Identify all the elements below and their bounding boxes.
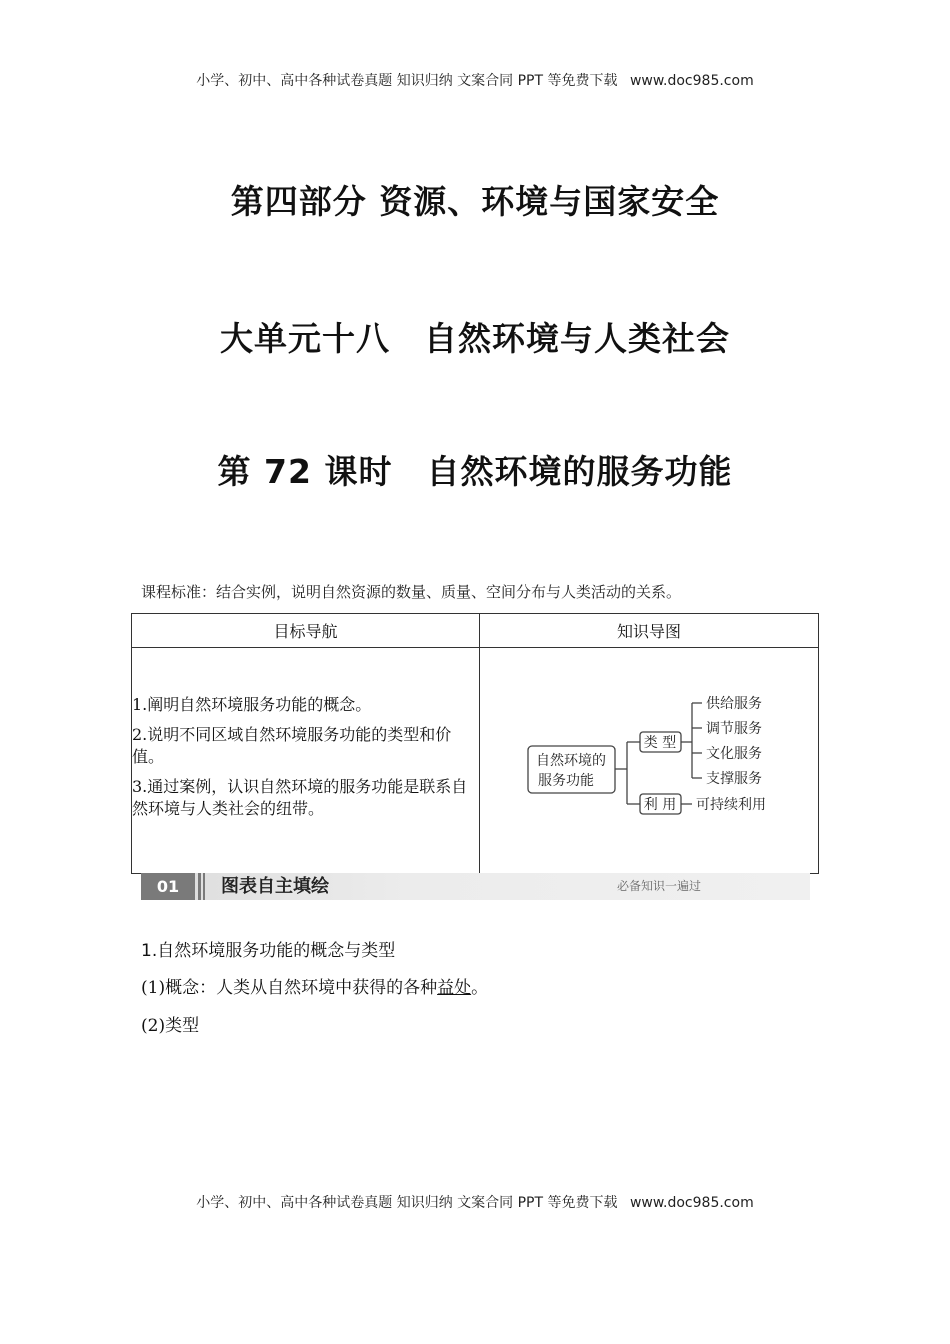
- header-text: 小学、初中、高中各种试卷真题 知识归纳 文案合同 PPT 等免费下载: [196, 73, 618, 89]
- concept-answer: 益处: [437, 978, 472, 998]
- header-url[interactable]: www.doc985.com: [629, 73, 754, 89]
- section-subtitle: 必备知识一遍过: [617, 879, 702, 893]
- concept-line: [141, 973, 488, 998]
- goal-item: 1.阐明自然环境服务功能的概念。: [132, 694, 372, 714]
- page-header: [0, 70, 950, 90]
- curriculum-standard: 课程标准：结合实例，说明自然资源的数量、质量、空间分布与人类活动的关系。: [141, 583, 682, 601]
- mindmap-root-line2: 服务功能: [538, 773, 594, 789]
- concept-prefix: (1)概念：人类从自然环境中获得的各种: [141, 978, 438, 998]
- banner-divider: [198, 873, 201, 900]
- mindmap-type-item: 文化服务: [706, 746, 762, 762]
- goals-cell: [132, 648, 480, 874]
- section-number: 01: [141, 873, 195, 900]
- section-label: 图表自主填绘: [221, 876, 329, 897]
- footer-url[interactable]: www.doc985.com: [629, 1195, 754, 1211]
- content-heading: 1.自然环境服务功能的概念与类型: [141, 941, 396, 961]
- mindmap-header: 知识导图: [480, 614, 819, 648]
- goal-item: 3.通过案例，认识自然环境的服务功能是联系自然环境与人类社会的纽带。: [132, 776, 468, 818]
- mindmap-type-item: 支撑服务: [706, 771, 762, 787]
- footer-text: 小学、初中、高中各种试卷真题 知识归纳 文案合同 PPT 等免费下载: [196, 1195, 618, 1211]
- goal-mindmap-table: [131, 613, 819, 874]
- mindmap-diagram: [480, 648, 820, 873]
- types-label: (2)类型: [141, 1016, 200, 1036]
- mindmap-cell: [480, 648, 819, 874]
- page-footer: [0, 1192, 950, 1212]
- goals-header: 目标导航: [132, 614, 480, 648]
- goal-item: 2.说明不同区域自然环境服务功能的类型和价值。: [132, 724, 452, 766]
- part-title: 第四部分 资源、环境与国家安全: [230, 182, 720, 221]
- mindmap-root-line1: 自然环境的: [536, 753, 606, 769]
- banner-divider: [203, 873, 205, 900]
- lesson-title: 第 72 课时 自然环境的服务功能: [217, 452, 733, 491]
- mindmap-use-label: 利 用: [643, 797, 677, 813]
- mindmap-type-item: 调节服务: [706, 721, 762, 737]
- mindmap-type-label: 类 型: [643, 735, 677, 751]
- unit-title: 大单元十八 自然环境与人类社会: [220, 319, 730, 358]
- section-banner: [141, 873, 810, 900]
- mindmap-use-item: 可持续利用: [696, 797, 766, 813]
- concept-suffix: 。: [471, 978, 489, 998]
- mindmap-type-item: 供给服务: [706, 696, 762, 712]
